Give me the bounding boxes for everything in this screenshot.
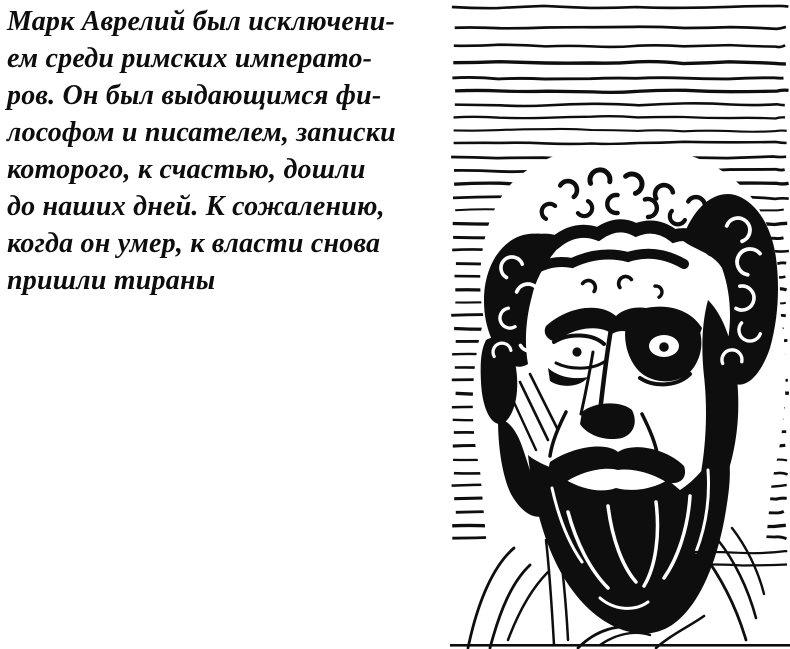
caption-line: Марк Аврелий был исключени- (7, 6, 396, 37)
ink-stroke (455, 103, 785, 106)
ink-stroke (452, 6, 789, 8)
caption-line: когда он умер, к власти снова (7, 228, 381, 259)
ink-stroke (455, 90, 788, 92)
marcus-aurelius-engraving (450, 0, 790, 649)
ink-stroke (452, 77, 783, 79)
caption-text-block (7, 3, 452, 299)
caption-line: которого, к счастью, дошли (7, 154, 366, 185)
ink-stroke (455, 27, 786, 29)
bottom-rule (450, 644, 790, 647)
ink-stroke (454, 142, 787, 144)
left-eye-pupil (572, 347, 581, 356)
right-eye-pupil (659, 342, 669, 352)
caption-line: лософом и писателем, записки (7, 117, 396, 148)
toga-fold (600, 633, 650, 645)
shoulder-stroke (508, 572, 548, 640)
caption-line: ров. Он был выдающимся фи- (7, 80, 382, 111)
caption-line: ем среди римских императо- (7, 43, 373, 74)
ink-stroke (696, 565, 787, 566)
caption-line: пришли тираны (7, 265, 216, 296)
ink-stroke (453, 62, 786, 64)
ink-stroke (454, 129, 787, 132)
ink-stroke (454, 116, 786, 118)
ink-stroke (454, 45, 785, 47)
caption-line: до наших дней. К сожалению, (7, 191, 385, 222)
portrait (468, 145, 786, 648)
